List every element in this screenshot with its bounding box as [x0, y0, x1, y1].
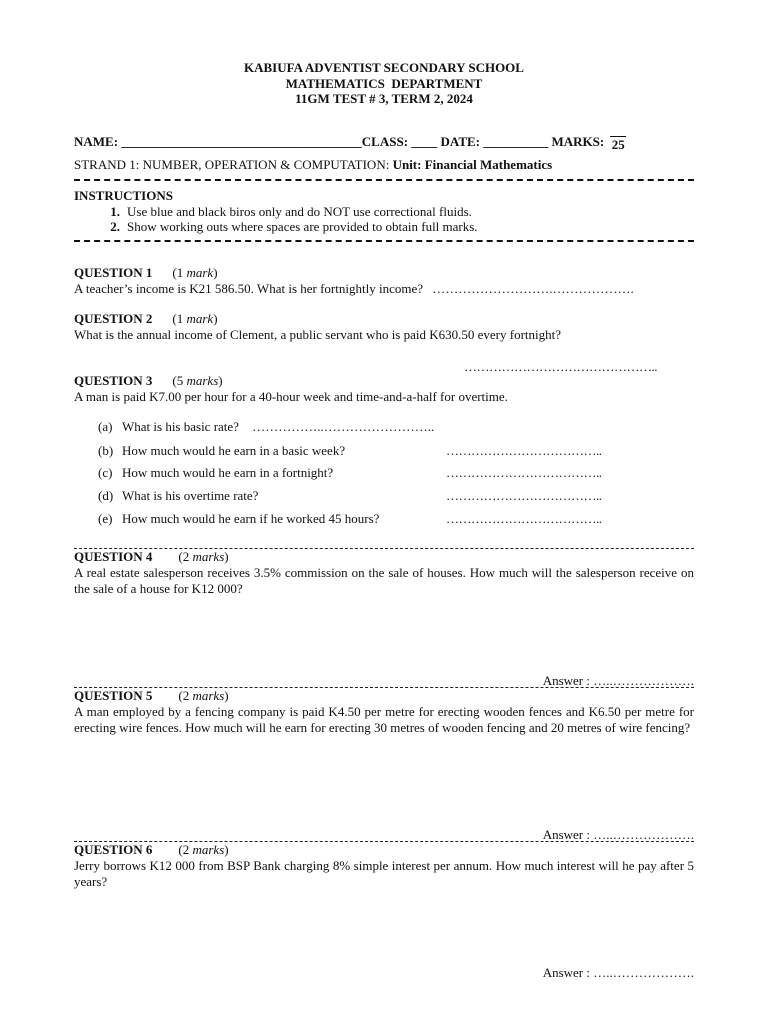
- question-3a: (a) What is his basic rate? ……………..……………………..: [98, 419, 435, 434]
- question-6-marks: (2 marks): [178, 842, 229, 857]
- question-6-answer[interactable]: Answer : …..……………….: [542, 965, 694, 980]
- question-3-text: A man is paid K7.00 per hour for a 40-hour week and time-and-a-half for overtime.: [74, 389, 508, 404]
- instructions-title: INSTRUCTIONS: [74, 188, 173, 203]
- question-1-title: QUESTION 1 (1 mark): [74, 265, 218, 280]
- question-3b-answer-dots[interactable]: ………………………………..: [446, 443, 602, 458]
- student-details-text: NAME: _____________________________________CLASS: ____ DATE: __________ MARKS:: [74, 134, 605, 149]
- dashed-separator-instructions: [74, 240, 694, 242]
- strand-line: [74, 157, 552, 173]
- question-3-title: QUESTION 3 (5 marks): [74, 373, 223, 388]
- question-1-text: A teacher’s income is K21 586.50. What is her fortnightly income? ……………………….……………….: [74, 281, 634, 296]
- question-4-marks: (2 marks): [178, 549, 229, 564]
- test-page: [74, 0, 694, 1024]
- question-3e-answer-dots[interactable]: ………………………………..: [446, 511, 602, 526]
- question-4-text: A real estate salesperson receives 3.5% commission on the sale of houses. How much will the salesperson receive on the sale of a house for K12 000?: [74, 565, 694, 596]
- question-2-answer-dots[interactable]: ………………………………………..: [464, 359, 657, 374]
- question-4-answer[interactable]: Answer : …..……………….: [542, 673, 694, 688]
- question-1-answer-dots[interactable]: ……………………….……………….: [432, 281, 634, 296]
- question-1-marks: (1 mark): [172, 265, 218, 280]
- question-2-title: QUESTION 2 (1 mark): [74, 311, 218, 326]
- question-3a-answer-dots[interactable]: ……………..……………………..: [252, 419, 435, 434]
- test-title: 11GM TEST # 3, TERM 2, 2024: [295, 91, 473, 106]
- question-5-text: A man employed by a fencing company is paid K4.50 per metre for erecting wooden fences and K6.50 per metre for erecting wire fences. How much will he earn for erecting 30 metres of wooden fencing and 20 metres of wire fencing?: [74, 704, 694, 735]
- instruction-item: 1. Use blue and black biros only and do NOT use correctional fluids.: [110, 204, 472, 219]
- question-5-marks: (2 marks): [178, 688, 229, 703]
- dashed-separator-top: [74, 179, 694, 181]
- question-6-text: Jerry borrows K12 000 from BSP Bank charging 8% simple interest per annum. How much interest will he pay after 5 years?: [74, 858, 694, 889]
- question-5-answer[interactable]: Answer : …..……………….: [542, 827, 694, 842]
- student-details-line: [74, 134, 626, 151]
- school-name: KABIUFA ADVENTIST SECONDARY SCHOOL: [244, 60, 524, 75]
- question-2-text: What is the annual income of Clement, a public servant who is paid K630.50 every fortnight?: [74, 327, 562, 342]
- question-3b: (b) How much would he earn in a basic week?: [98, 443, 346, 458]
- strand-prefix: STRAND 1: NUMBER, OPERATION & COMPUTATION:: [74, 157, 393, 172]
- question-6-title: QUESTION 6 (2 marks): [74, 842, 229, 857]
- marks-denominator: 25: [611, 136, 625, 152]
- question-2-marks: (1 mark): [172, 311, 218, 326]
- question-3d-answer-dots[interactable]: ………………………………..: [446, 488, 602, 503]
- question-5-title: QUESTION 5 (2 marks): [74, 688, 229, 703]
- question-3e: (e) How much would he earn if he worked 45 hours?: [98, 511, 380, 526]
- marks-fraction: [610, 136, 626, 151]
- instructions-list: [90, 204, 478, 234]
- question-3d: (d) What is his overtime rate?: [98, 488, 259, 503]
- question-3c: (c) How much would he earn in a fortnight?: [98, 465, 334, 480]
- question-4-title: QUESTION 4 (2 marks): [74, 549, 229, 564]
- question-3-marks: (5 marks): [172, 373, 223, 388]
- department-name: MATHEMATICS DEPARTMENT: [285, 75, 483, 91]
- instruction-item: 2. Show working outs where spaces are provided to obtain full marks.: [110, 219, 478, 234]
- question-3c-answer-dots[interactable]: ………………………………..: [446, 465, 602, 480]
- header: [74, 60, 694, 107]
- strand-unit: Unit: Financial Mathematics: [392, 157, 553, 172]
